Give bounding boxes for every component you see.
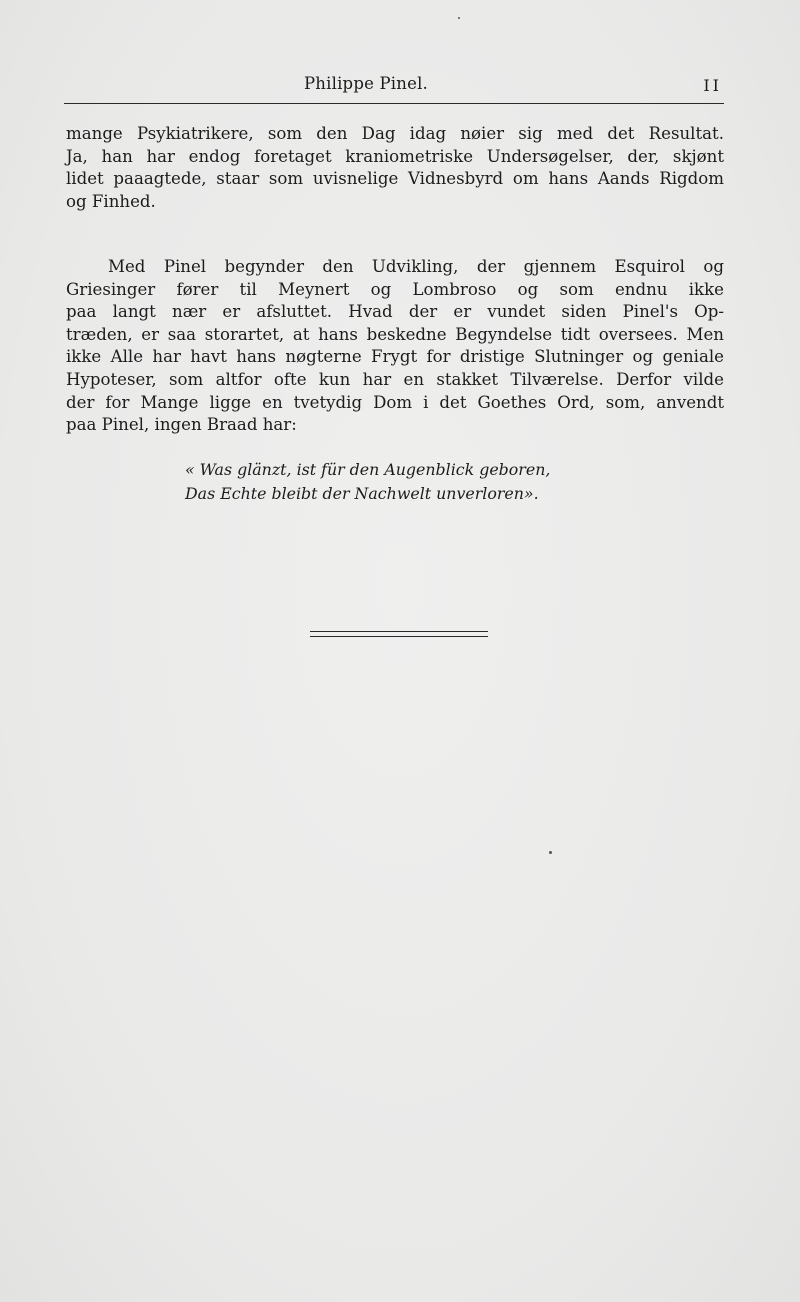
goethe-quote bbox=[185, 458, 550, 506]
text-line: og Finhed. bbox=[66, 191, 156, 211]
running-title: Philippe Pinel. bbox=[304, 74, 428, 93]
text-line: der for Mange ligge en tvetydig Dom i det Goethes Ord, som, anvendt bbox=[66, 392, 724, 412]
text-line: Ja, han har endog foretaget kraniometriske Undersøgelser, der, skjønt bbox=[66, 146, 724, 166]
paragraph-2 bbox=[66, 256, 724, 437]
text-line: mange Psykiatrikere, som den Dag idag nøier sig med det Resultat. bbox=[66, 124, 724, 143]
paper-speck bbox=[458, 17, 460, 19]
page-number: II bbox=[703, 76, 722, 95]
paper-speck bbox=[549, 851, 552, 854]
quote-line: « Was glänzt, ist für den Augenblick geboren, bbox=[185, 460, 551, 479]
text-line: Griesinger fører til Meynert og Lombroso og som endnu ikke bbox=[66, 279, 724, 299]
header-rule bbox=[64, 103, 724, 104]
text-line: Med Pinel begynder den Udvikling, der gjennem Esquirol og bbox=[108, 257, 724, 276]
text-line: paa langt nær er afsluttet. Hvad der er vundet siden Pinel's Op- bbox=[66, 302, 724, 322]
text-line: paa Pinel, ingen Braad har: bbox=[66, 415, 297, 435]
text-line: Hypoteser, som altfor ofte kun har en stakket Tilværelse. Derfor vilde bbox=[66, 369, 724, 389]
paragraph-1 bbox=[66, 123, 724, 213]
section-end-rule bbox=[310, 631, 488, 637]
text-line: træden, er saa storartet, at hans beskedne Begyndelse tidt oversees. Men bbox=[66, 324, 724, 344]
running-head bbox=[66, 74, 722, 98]
quote-line: Das Echte bleibt der Nachwelt unverloren». bbox=[185, 484, 539, 503]
text-line: lidet paaagtede, staar som uvisnelige Vidnesbyrd om hans Aands Rigdom bbox=[66, 169, 724, 189]
text-line: ikke Alle har havt hans nøgterne Frygt for dristige Slutninger og geniale bbox=[66, 347, 724, 367]
